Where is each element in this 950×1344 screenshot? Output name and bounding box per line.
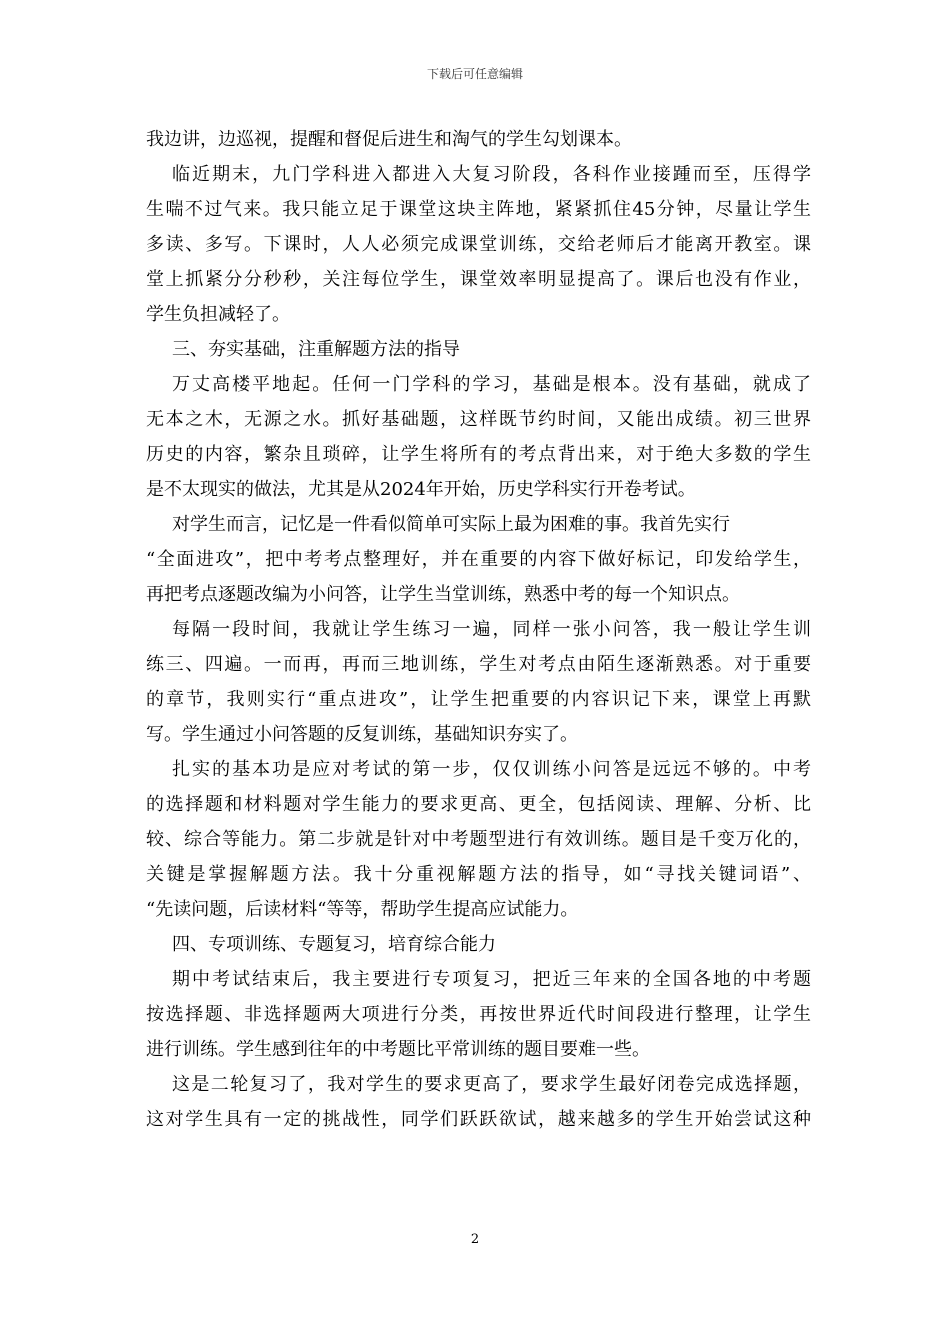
text-line: 三、夯实基础，注重解题方法的指导 <box>172 339 460 360</box>
page-number: 2 <box>470 1232 480 1247</box>
text-line: 再把考点逐题改编为小问答，让学生当堂训练，熟悉中考的每一个知识点。 <box>146 584 740 605</box>
text-line: 我边讲，边巡视，提醒和督促后进生和淘气的学生勾划课本。 <box>146 129 632 150</box>
text-line: 对学生而言，记忆是一件看似简单可实际上最为困难的事。我首先实行 <box>172 514 730 535</box>
text-line: 期中考试结束后，我主要进行专项复习，把近三年来的全国各地的中考题 <box>172 969 811 990</box>
text-line: 扎实的基本功是应对考试的第一步，仅仅训练小问答是远远不够的。中考 <box>172 759 811 780</box>
text-line: 每隔一段时间，我就让学生练习一遍，同样一张小问答，我一般让学生训 <box>172 619 811 640</box>
text-line: 是不太现实的做法，尤其是从2024年开始，历史学科实行开卷考试。 <box>146 479 696 500</box>
text-line: 按选择题、非选择题两大项进行分类，再按世界近代时间段进行整理，让学生 <box>146 1004 811 1025</box>
text-line: 的选择题和材料题对学生能力的要求更高、更全，包括阅读、理解、分析、比 <box>146 794 811 815</box>
text-line: 堂上抓紧分分秒秒，关注每位学生，课堂效率明显提高了。课后也没有作业， <box>146 269 811 290</box>
text-line: 关键是掌握解题方法。我十分重视解题方法的指导，如“寻找关键词语”、 <box>146 864 811 885</box>
text-line: “全面进攻”，把中考考点整理好，并在重要的内容下做好标记，印发给学生， <box>146 549 811 570</box>
text-line: 这对学生具有一定的挑战性，同学们跃跃欲试，越来越多的学生开始尝试这种 <box>146 1109 811 1130</box>
page-header: 下载后可任意编辑 <box>426 67 523 81</box>
text-line: 进行训练。学生感到往年的中考题比平常训练的题目要难一些。 <box>146 1039 650 1060</box>
text-line: 的章节，我则实行“重点进攻”，让学生把重要的内容识记下来，课堂上再默 <box>146 689 811 710</box>
document-body <box>146 122 811 1137</box>
text-line: 历史的内容，繁杂且琐碎，让学生将所有的考点背出来，对于绝大多数的学生 <box>146 444 811 465</box>
text-line: 练三、四遍。一而再，再而三地训练，学生对考点由陌生逐渐熟悉。对于重要 <box>146 654 811 675</box>
text-line: 较、综合等能力。第二步就是针对中考题型进行有效训练。题目是千变万化的， <box>146 829 811 850</box>
text-line: “先读问题，后读材料“等等，帮助学生提高应试能力。 <box>146 899 579 920</box>
text-line: 多读、多写。下课时，人人必须完成课堂训练，交给老师后才能离开教室。课 <box>146 234 811 255</box>
text-line: 生喘不过气来。我只能立足于课堂这块主阵地，紧紧抓住45分钟，尽量让学生 <box>146 199 811 220</box>
text-line: 四、专项训练、专题复习，培育综合能力 <box>172 934 496 955</box>
text-line: 无本之木，无源之水。抓好基础题，这样既节约时间，又能出成绩。初三世界 <box>146 409 811 430</box>
text-line: 学生负担减轻了。 <box>146 304 290 325</box>
text-line: 这是二轮复习了，我对学生的要求更高了，要求学生最好闭卷完成选择题， <box>172 1074 811 1095</box>
text-line: 写。学生通过小问答题的反复训练，基础知识夯实了。 <box>146 724 578 745</box>
text-line: 万丈高楼平地起。任何一门学科的学习，基础是根本。没有基础，就成了 <box>172 374 811 395</box>
text-line: 临近期末，九门学科进入都进入大复习阶段，各科作业接踵而至，压得学 <box>172 164 811 185</box>
